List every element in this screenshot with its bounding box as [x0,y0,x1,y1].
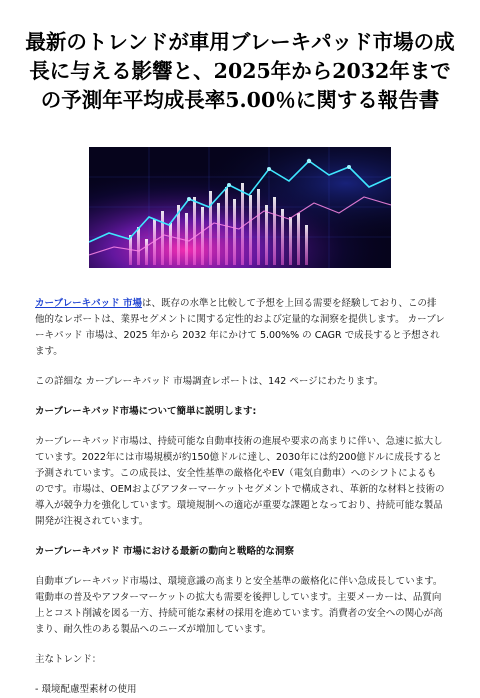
section1-heading: カーブレーキパッド市場について簡単に説明します: [35,406,257,417]
section2-heading: カーブレーキパッド 市場における最新の動向と戦略的な洞察 [35,546,294,557]
financial-chart-illustration [89,147,391,268]
trends-label: 主なトレンド： [35,654,102,665]
intro-paragraph [35,296,445,360]
page-title: 最新のトレンドが車用ブレーキパッド市場の成長に与える影響と、2025年から2032年までの予測年平均成長率5.00％に関する報告書 [25,30,455,112]
market-link[interactable]: カーブレーキパッド 市場 [35,298,142,309]
intro-text: は、既存の水準と比較して予想を上回る需要を経験しており、この排他的なレポートは、業界セグメントに関する定性的および定量的な洞察を提供します。 カーブレーキパッド 市場は、2025 年から 2032 年にかけて 5.00%% の CAGR で成長すると予想されます。 [35,298,445,357]
article-body [35,296,445,698]
section1-body: カーブレーキパッド市場は、持続可能な自動車技術の進展や要求の高まりに伴い、急速に拡大しています。2022年には市場規模が約150億ドルに達し、2030年には約200億ドルに成長すると予測されています。この成長は、安全性基準の厳格化やEV（電気自動車）へのシフトによるものです。市場は、OEMおよびアフターマーケットセグメントで構成され、革新的な材料と技術の導入が競争力を強化しています。環境規制への適応が重要な課題となっており、持続可能な製品開発が注視されています。 [35,436,445,527]
trend-item: - 環境配慮型素材の使用 [35,684,137,695]
pages-note: この詳細な カーブレーキパッド 市場調査レポートは、142 ページにわたります。 [35,376,384,387]
section2-body: 自動車ブレーキパッド市場は、環境意識の高まりと安全基準の厳格化に伴い急成長しています。電動車の普及やアフターマーケットの拡大も需要を後押ししています。主要メーカーは、品質向上とコスト削減を図る一方、持続可能な素材の採用を進めています。消費者の安全への関心が高まり、耐久性のある製品へのニーズが増加しています。 [35,576,443,635]
hero-image [89,147,391,268]
